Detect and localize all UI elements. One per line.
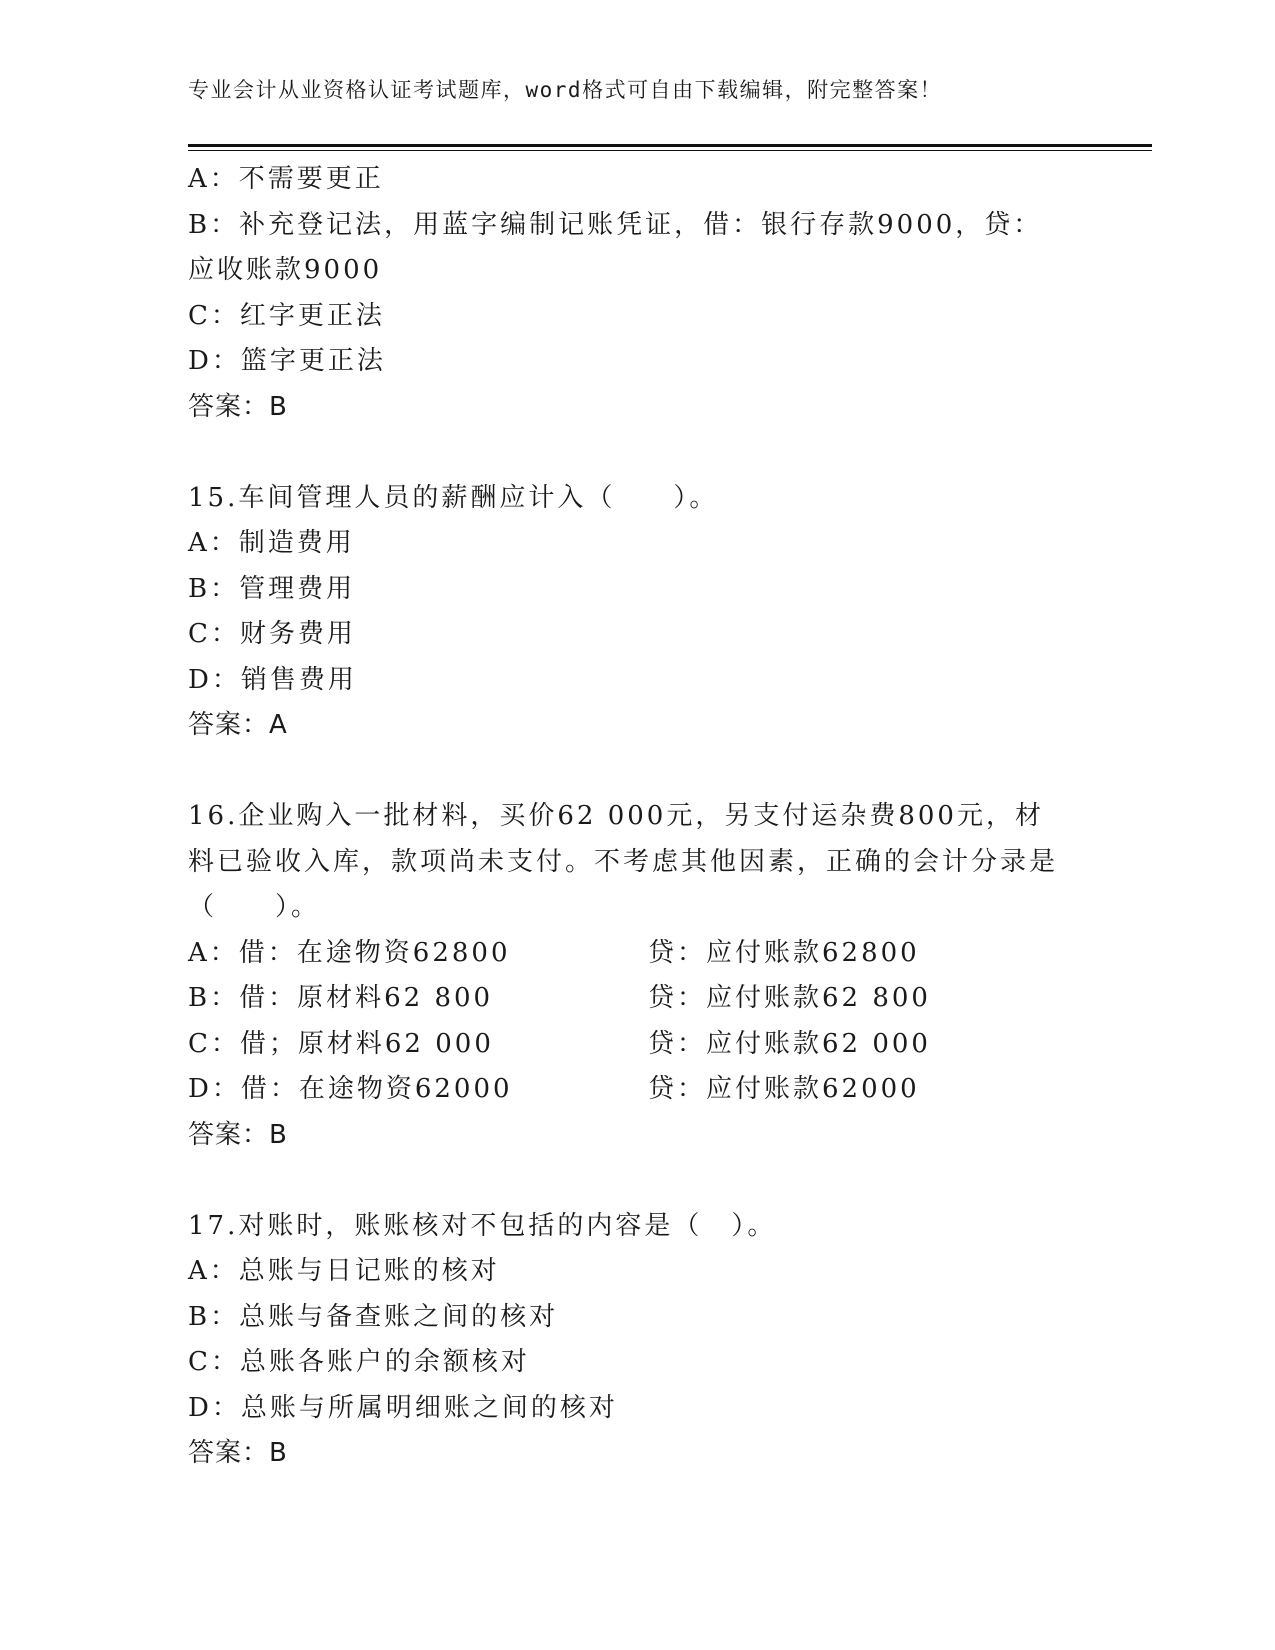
debit-entry: B：借：原材料62 800 (188, 983, 494, 1013)
option-b (188, 976, 1088, 1022)
option-a: A：总账与日记账的核对 (188, 1256, 500, 1286)
option-d: D：篮字更正法 (188, 346, 386, 376)
option-d (188, 1067, 1088, 1113)
spacer (188, 1158, 1088, 1204)
question-15 (188, 476, 1088, 749)
question-text: 17.对账时，账账核对不包括的内容是（ ）。 (188, 1210, 777, 1241)
question-text: 16.企业购入一批材料，买价62 000元，另支付运杂费800元，材料已验收入库，款项尚未支付。不考虑其他因素，正确的会计分录是（ ）。 (188, 801, 1059, 922)
header-rule-thin (188, 150, 1152, 151)
option-b: B：总账与备查账之间的核对 (188, 1301, 559, 1332)
header-rule-thick (188, 144, 1152, 147)
question-text: 15.车间管理人员的薪酬应计入（ ）。 (188, 482, 719, 513)
option-d: D：销售费用 (188, 664, 357, 695)
spacer (188, 749, 1088, 795)
debit-entry: D：借：在途物资62000 (188, 1074, 513, 1104)
credit-entry: 贷：应付账款62 000 (648, 1028, 931, 1059)
option-c (188, 1022, 1088, 1068)
answer-line: 答案：B (188, 1119, 288, 1150)
debit-entry: C：借；原材料62 000 (188, 1028, 494, 1059)
option-b: B：管理费用 (188, 573, 356, 604)
question-14 (188, 157, 1088, 430)
question-16 (188, 794, 1088, 1158)
credit-entry: 贷：应付账款62 800 (648, 983, 931, 1013)
option-b: B：补充登记法，用蓝字编制记账凭证，借：银行存款9000，贷：应收账款9000 (188, 209, 1043, 285)
option-a: A：制造费用 (188, 528, 355, 558)
option-a: A：不需要更正 (188, 164, 384, 194)
option-c: C：红字更正法 (188, 300, 385, 331)
credit-entry: 贷：应付账款62800 (648, 937, 920, 968)
answer-line: 答案：B (188, 1438, 288, 1468)
page-header: 专业会计从业资格认证考试题库，word格式可自由下载编辑，附完整答案！ (188, 78, 943, 102)
credit-entry: 贷：应付账款62000 (648, 1074, 920, 1104)
question-content (188, 157, 1088, 1477)
debit-entry: A：借：在途物资62800 (188, 937, 511, 968)
option-d: D：总账与所属明细账之间的核对 (188, 1392, 618, 1423)
option-c: C：财务费用 (188, 619, 356, 649)
option-a (188, 931, 1088, 977)
answer-line: 答案：B (188, 391, 288, 422)
answer-line: 答案：A (188, 710, 288, 740)
question-17 (188, 1204, 1088, 1477)
spacer (188, 430, 1088, 476)
option-c: C：总账各账户的余额核对 (188, 1347, 530, 1377)
